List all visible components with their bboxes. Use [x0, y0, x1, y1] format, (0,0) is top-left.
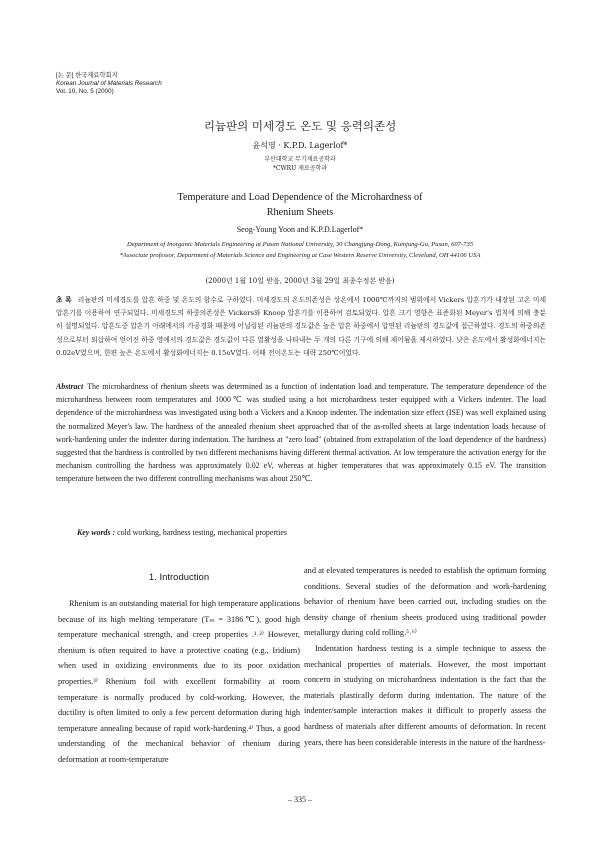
affiliations-ko — [0, 156, 600, 173]
paper-title-en-line2: Rhenium Sheets — [266, 207, 334, 218]
journal-header — [56, 72, 162, 96]
received-dates: (2000년 1월 10일 받음, 2000년 3월 29일 최종수정본 받음) — [205, 277, 395, 285]
abstract-en — [56, 380, 546, 486]
body-paragraph: Rhenium is an outstanding material for high temperature applications because of its high melting temperature (Tₘ = 3186℃), good high temperature mechanical strength, and creep properties .¹˒²⁾ However, rhenium is often required to have a protective coating (e.g., Iridium) when used in oxidizing environments due to its poor oxidation properties.³⁾ Rhenium foil with excellent formability at room temperature is normally produced by cold-working. However, the ductility is often limited to only a few percent deformation during high temperature annealing because of rapid work-hardening.⁴⁾ Thus, a good understanding of the mechanical behavior of rhenium during deformation at room-temperature — [58, 599, 300, 764]
affiliation-en-2: *Associate professor, Department of Materials Science and Engineering at Case Western Reserve University, Cleveland, OH 44106 USA — [119, 251, 481, 259]
keywords-text: cold working, hardness testing, mechanical properties — [117, 528, 287, 537]
keywords — [77, 528, 287, 537]
body-paragraph: Indentation hardness testing is a simple technique to assess the mechanical properties of materials. However, the most important concern in studying on microhardness indentation is the fact that the materials plastically deform during indentation. The nature of the indenter/sample interaction makes it difficult to properly assess the hardness of materials after different amounts of deformation. In recent years, there has been considerable interests in the nature of the hardness- — [304, 643, 546, 747]
paper-title-en-line1: Temperature and Load Dependence of the Microhardness of — [177, 192, 423, 203]
affiliation-en-1: Department of Inorganic Materials Engineering at Pusan National University, 30 Changjung-Dong, Kumjung-Gu, Pusan, 607-735 — [126, 241, 474, 248]
journal-name-ko: [논 문] 한국재료학회지 — [56, 72, 118, 79]
abstract-en-label: Abstract — [56, 382, 84, 391]
authors-en: Seog-Young Yoon and K.P.D.Lagerlof* — [236, 225, 364, 234]
affiliations-en — [40, 240, 560, 261]
abstract-ko-label: 초 록 — [56, 296, 72, 304]
body-paragraph: and at elevated temperatures is needed to establish the optimum forming conditions. Several studies of the deformation and work-hardening behavior of rhenium have been carried out, including studies on the density change of rhenium sheets produced using traditional powder metallurgy during cold rolling.⁵˒⁶⁾ — [304, 566, 546, 638]
journal-volume: Vol. 10, No. 5 (2000) — [56, 88, 114, 95]
journal-name-en: Korean Journal of Materials Research — [56, 80, 162, 87]
abstract-en-text: The microhardness of rhenium sheets was determined as a function of indentation load and temperature. The temperature dependence of the microhardness between room temperatures and 1000℃ was studied using a hot microhardness tester equipped with a Vickers indenter. The load dependence of the microhardness was investigated using both a Vickers and a Knoop indenter. The indentation size effect (ISE) was well explained using the normalized Meyer's law. The hardness of the annealed rhenium sheet approached that of the as-rolled sheets at large indentation loads because of work-hardening under the indenter during indentation. The hardness at "zero load" (obtained from extrapolation of the load dependence of the hardness) suggested that the hardness is controlled by two different mechanisms having different thermal activation. At low temperature the activation energy for the mechanism controlling the hardness was approximately 0.02 eV, whereas at higher temperatures that was approximately 0.15 eV. The transition temperature between the two different controlling mechanisms was about 250℃. — [56, 382, 546, 484]
abstract-ko-text: 리늄판의 미세경도를 압흔 하중 및 온도의 함수로 구하였다. 미세경도의 온도의존성은 상온에서 1000℃까지의 범위에서 Vickers 압흔기가 내장된 고온 미세압흔기를 이용하여 연구되었다. 미세경도의 하중의존성은 Vickers와 Knoop 압흔기를 이용하여 검토되었다. 압흔 크기 영향은 표준화된 Meyer's 법칙에 의해 충분히 설명되었다. 압흔도중 압흔기 아래에서의 가공경화 때문에 어닐링된 리늄판의 경도값은 높은 압흔 하중에서 압연된 리늄판의 경도값에 접근하였다. 경도의 하중의존성으로부터 외삽하여 얻어진 하중 영에서의 경도값은 경도값이 다른 열활성을 나타내는 두 개의 다른 기구에 의해 제어됨을 제시하였다. 낮은 온도에서 활성화에너지는 0.02eV였으며, 한편 높은 온도에서 활성화에너지는 0.15eV였다. 이때 전이온도는 대략 250℃이었다. — [56, 296, 547, 357]
affiliation-ko-2: *CWRU 재료공학과 — [272, 164, 328, 172]
body-column-right — [304, 563, 546, 750]
body-column-left — [58, 596, 300, 768]
paper-title-ko: 리늄판의 미세경도 온도 및 응력의존성 — [203, 119, 397, 133]
abstract-ko — [56, 294, 546, 360]
section-heading-introduction: 1. Introduction — [148, 572, 210, 583]
keywords-label: Key words : — [77, 528, 116, 537]
paper-title-en — [0, 190, 600, 220]
affiliation-ko-1: 부산대학교 무기재료공학과 — [264, 156, 336, 163]
authors-ko: 윤석영 · K.P.D. Lagerlof* — [252, 141, 348, 150]
page-number: – 335 – — [288, 795, 312, 804]
